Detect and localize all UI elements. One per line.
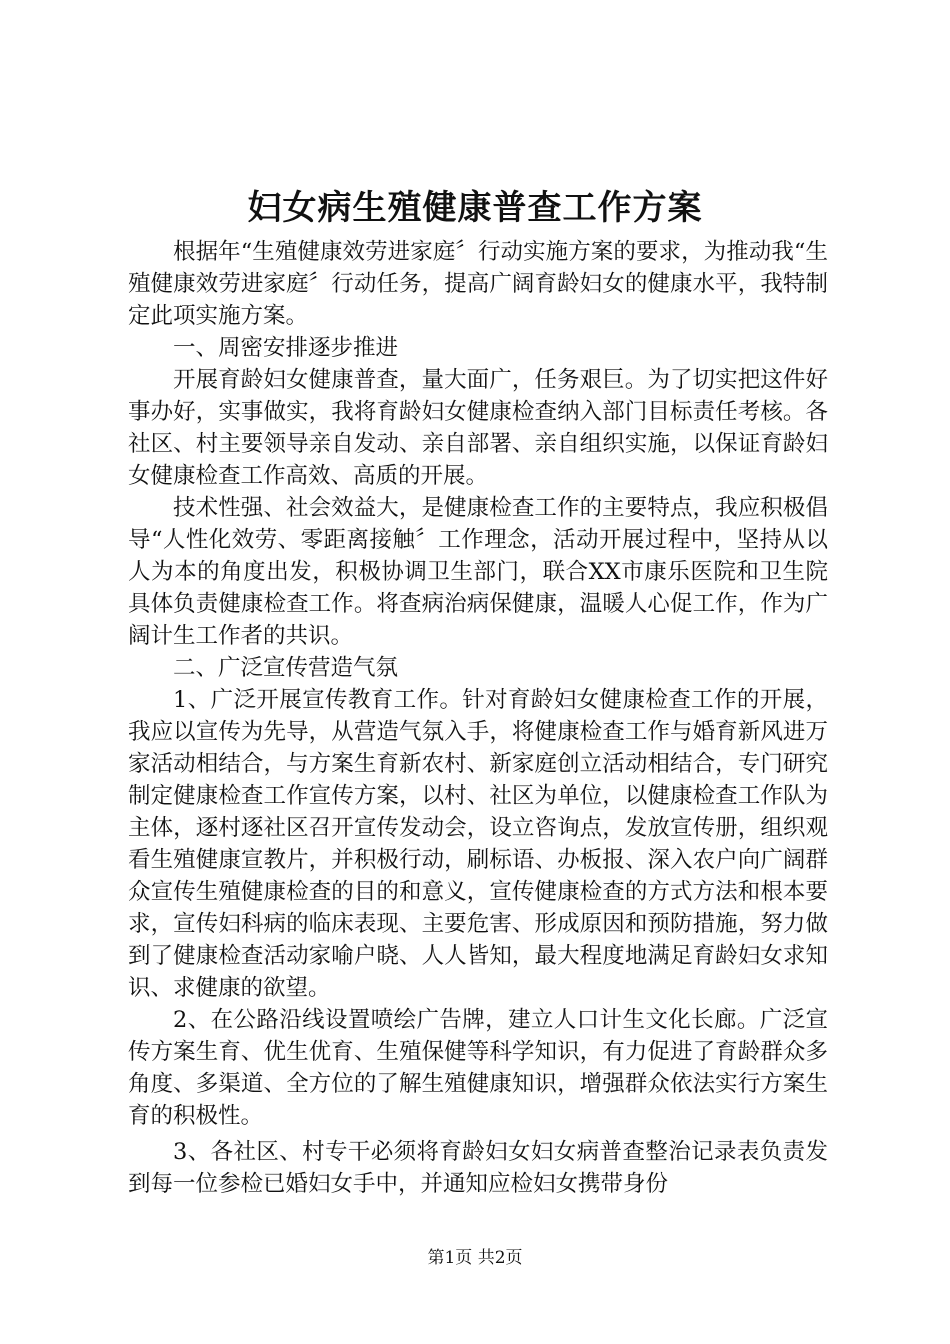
section-heading-2: 二、广泛宣传营造气氛 — [173, 655, 399, 681]
section-heading-1: 一、周密安排逐步推进 — [173, 335, 399, 361]
body-paragraph: 3、各社区、村专干必须将育龄妇女妇女病普查整治记录表负责发到每一位参检已婚妇女手中，并通知应检妇女携带身份 — [128, 1139, 828, 1197]
body-paragraph: 技术性强、社会效益大，是健康检查工作的主要特点，我应积极倡导“人性化效劳、零距离接触〞工作理念，活动开展过程中，坚持从以人为本的角度出发，积极协调卫生部门，联合XX市康乐医院和卫生院具体负责健康检查工作。将查病治病保健康，温暖人心促工作，作为广阔计生工作者的共识。 — [128, 495, 828, 649]
body-paragraph: 2、在公路沿线设置喷绘广告牌，建立人口计生文化长廊。广泛宣传方案生育、优生优育、生殖保健等科学知识，有力促进了育龄群众多角度、多渠道、全方位的了解生殖健康知识，增强群众依法实行方案生育的积极性。 — [128, 1007, 828, 1129]
document-title: 妇女病生殖健康普查工作方案 — [247, 188, 703, 228]
document-body — [128, 236, 828, 1200]
intro-paragraph: 根据年“生殖健康效劳进家庭〞行动实施方案的要求，为推动我“生殖健康效劳进家庭〞行动任务，提高广阔育龄妇女的健康水平，我特制定此项实施方案。 — [128, 239, 828, 329]
body-paragraph: 开展育龄妇女健康普查，量大面广，任务艰巨。为了切实把这件好事办好，实事做实，我将育龄妇女健康检查纳入部门目标责任考核。各社区、村主要领导亲自发动、亲自部署、亲自组织实施，以保证育龄妇女健康检查工作高效、高质的开展。 — [128, 367, 828, 489]
page-number-footer: 第1页 共2页 — [427, 1248, 523, 1268]
body-paragraph: 1、广泛开展宣传教育工作。针对育龄妇女健康检查工作的开展，我应以宣传为先导，从营造气氛入手，将健康检查工作与婚育新风进万家活动相结合，与方案生育新农村、新家庭创立活动相结合，专门研究制定健康检查工作宣传方案，以村、社区为单位，以健康检查工作队为主体，逐村逐社区召开宣传发动会，设立咨询点，发放宣传册，组织观看生殖健康宣教片，并积极行动，刷标语、办板报、深入农户向广阔群众宣传生殖健康检查的目的和意义，宣传健康检查的方式方法和根本要求，宣传妇科病的临床表现、主要危害、形成原因和预防措施，努力做到了健康检查活动家喻户晓、人人皆知，最大程度地满足育龄妇女求知识、求健康的欲望。 — [128, 687, 828, 1001]
